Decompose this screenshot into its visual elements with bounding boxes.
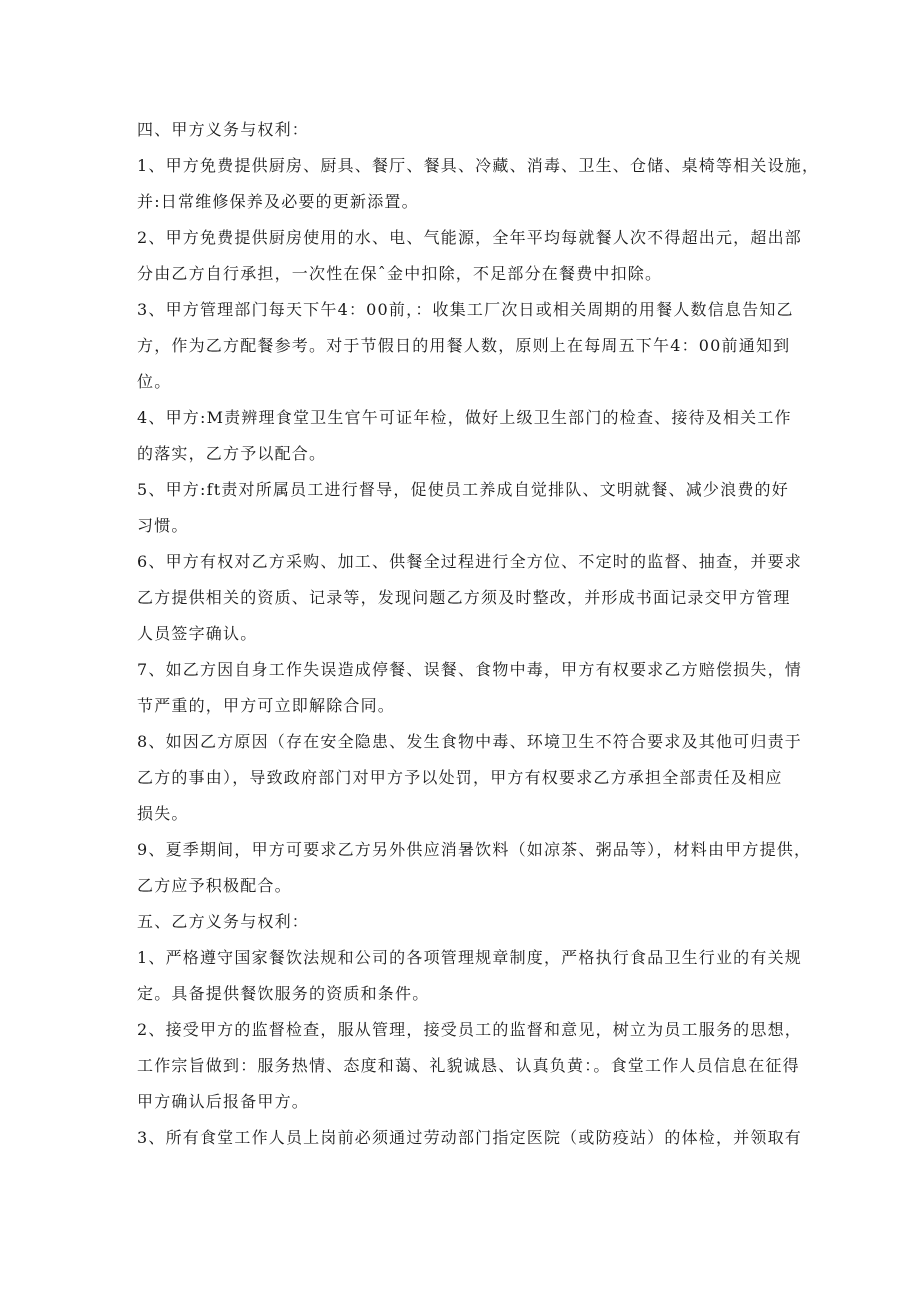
clause-paragraph: [137, 292, 797, 400]
clause-paragraph: [137, 940, 802, 1012]
text-line: 5、甲方:ft责对所属员工进行督导，促使员工养成自觉排队、文明就餐、减少浪费的好: [137, 480, 789, 499]
clause-paragraph: [137, 1012, 802, 1120]
text-line: 定。具备提供餐饮服务的资质和条件。: [137, 984, 430, 1003]
section-heading: [137, 112, 797, 148]
text-line: 乙方的事由），导致政府部门对甲方予以处罚，甲方有权要求乙方承担全部责任及相应: [137, 768, 783, 787]
clause-paragraph: [137, 220, 802, 292]
clause-paragraph: [137, 724, 802, 832]
text-line: 7、如乙方因自身工作失误造成停餐、误餐、食物中毒，甲方有权要求乙方赔偿损失，情: [137, 660, 802, 679]
section-heading: [137, 904, 797, 940]
clause-paragraph: [137, 832, 812, 904]
text-line: 2、接受甲方的监督检查，服从管理，接受员工的监督和意见，树立为员工服务的思想，: [137, 1020, 802, 1039]
text-line: 工作宗旨做到：服务热情、态度和蔼、礼貌诚恳、认真负黄：。食堂工作人员信息在征得: [137, 1056, 800, 1075]
text-line: 方，作为乙方配餐参考。对于节假日的用餐人数，原则上在每周五下午4：00前通知到: [137, 336, 791, 355]
text-line: 乙方应予积极配合。: [137, 876, 292, 895]
clause-paragraph: [137, 544, 802, 652]
text-line: 2、甲方免费提供厨房使用的水、电、气能源，全年平均每就餐人次不得超出元，超出部: [137, 228, 802, 247]
text-line: 6、甲方有权对乙方采购、加工、供餐全过程进行全方位、不定时的监督、抽查，并要求: [137, 552, 802, 571]
text-line: 1、甲方免费提供厨房、厨具、餐厅、餐具、冷藏、消毒、卫生、仓储、桌椅等相关设施，: [137, 156, 820, 175]
text-line: 位。: [137, 372, 172, 391]
clause-paragraph: [137, 652, 802, 724]
text-line: 3、所有食堂工作人员上岗前必须通过劳动部门指定医院（或防疫站）的体检，并领取有: [137, 1128, 802, 1147]
text-line: 9、夏季期间，甲方可要求乙方另外供应消暑饮料（如凉茶、粥品等），材料由甲方提供，: [137, 840, 812, 859]
document-body: [137, 112, 820, 1156]
text-line: 的落实，乙方予以配合。: [137, 444, 327, 463]
text-line: 3、甲方管理部门每天下午4：00前，：收集工厂次日或相关周期的用餐人数信息告知乙: [137, 300, 794, 319]
clause-paragraph: [137, 148, 820, 220]
text-line: 五、乙方义务与权利：: [137, 912, 310, 931]
clause-paragraph: [137, 400, 797, 472]
text-line: 甲方确认后报备甲方。: [137, 1092, 310, 1111]
clause-paragraph: [137, 1120, 802, 1156]
text-line: 节严重的，甲方可立即解除合同。: [137, 696, 396, 715]
text-line: 习惯。: [137, 516, 189, 535]
text-line: 分由乙方自行承担，一次性在保ˆ金中扣除，不足部分在餐费中扣除。: [137, 264, 663, 283]
text-line: 人员签字确认。: [137, 624, 258, 643]
text-line: 损失。: [137, 804, 189, 823]
text-line: 1、严格遵守国家餐饮法规和公司的各项管理规章制度，严格执行食品卫生行业的有关规: [137, 948, 802, 967]
text-line: 4、甲方:M责辨理食堂卫生官午可证年检，做好上级卫生部门的检查、接待及相关工作: [137, 408, 792, 427]
text-line: 乙方提供相关的资质、记录等，发现问题乙方须及时整改，并形成书面记录交甲方管理: [137, 588, 791, 607]
clause-paragraph: [137, 472, 797, 544]
text-line: 并:日常维修保养及必要的更新添置。: [137, 192, 419, 211]
text-line: 8、如因乙方原因（存在安全隐患、发生食物中毒、环境卫生不符合要求及其他可归责于: [137, 732, 802, 751]
text-line: 四、甲方义务与权利：: [137, 120, 310, 139]
